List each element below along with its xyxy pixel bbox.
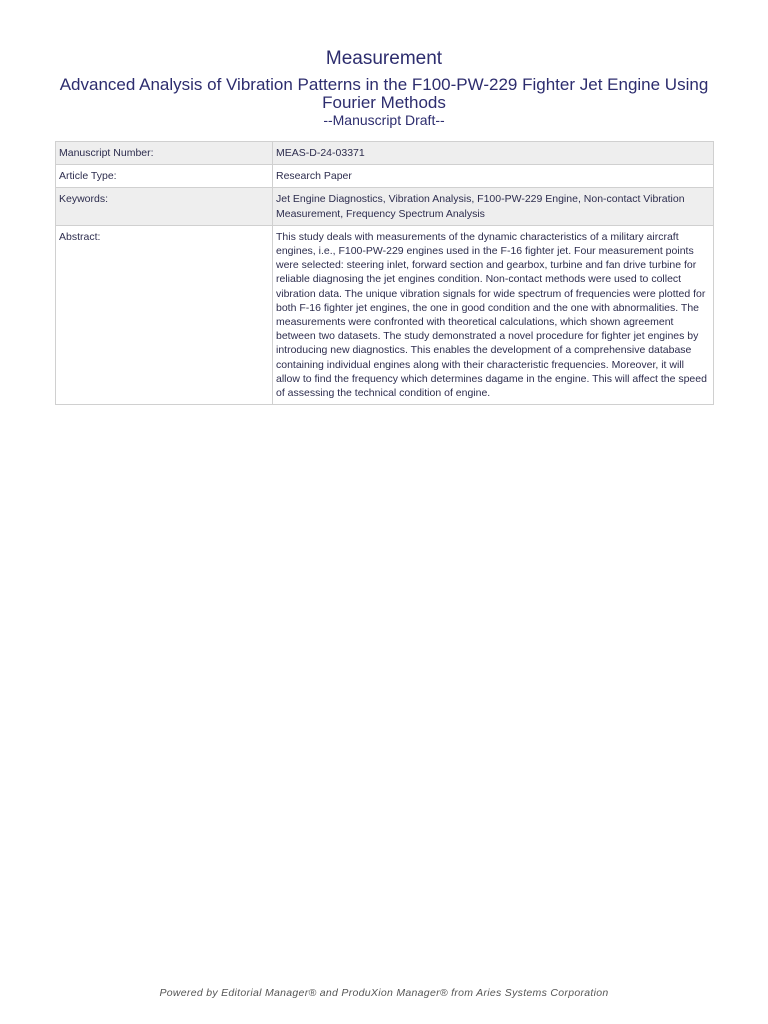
table-row	[56, 165, 714, 188]
abstract-label: Abstract:	[56, 225, 273, 404]
manuscript-title: Advanced Analysis of Vibration Patterns in the F100-PW-229 Fighter Jet Engine Using Fourier Methods	[59, 75, 709, 112]
article-type-value: Research Paper	[273, 165, 714, 188]
document-header	[40, 48, 728, 128]
manuscript-number-label: Manuscript Number:	[56, 142, 273, 165]
keywords-value: Jet Engine Diagnostics, Vibration Analysis, F100-PW-229 Engine, Non-contact Vibration Measurement, Frequency Spectrum Analysis	[273, 188, 714, 225]
table-row	[56, 225, 714, 404]
draft-label: --Manuscript Draft--	[323, 112, 445, 128]
table-row	[56, 188, 714, 225]
abstract-value: This study deals with measurements of the dynamic characteristics of a military aircraft engines, i.e., F100-PW-229 engines used in the F-16 fighter jet. Four measurement points were selected: steering inlet, forward section and gearbox, turbine and fan drive turbine for reliable diagnosing the jet engines condition. Non-contact methods were used to collect vibration data. The unique vibration signals for wide spectrum of frequencies were plotted for both F-16 fighter jet engines, the one in good condition and the one with abnormalities. The measurements were confronted with theoretical calculations, which shown agreement between two datasets. The study demonstrated a novel procedure for fighter jet engines by introducing new diagnostics. This enables the development of a comprehensive database containing individual engines along with their characteristic frequencies. Moreover, it will allow to find the frequency which determines dagame in the engine. This will affect the speed of assessing the technical condition of engine.	[273, 225, 714, 404]
journal-name: Measurement	[325, 48, 443, 69]
article-type-label: Article Type:	[56, 165, 273, 188]
powered-by-footer: Powered by Editorial Manager® and ProduXion Manager® from Aries Systems Corporation	[159, 987, 609, 999]
keywords-label: Keywords:	[56, 188, 273, 225]
table-row	[56, 142, 714, 165]
manuscript-details-table	[55, 141, 714, 405]
manuscript-number-value: MEAS-D-24-03371	[273, 142, 714, 165]
